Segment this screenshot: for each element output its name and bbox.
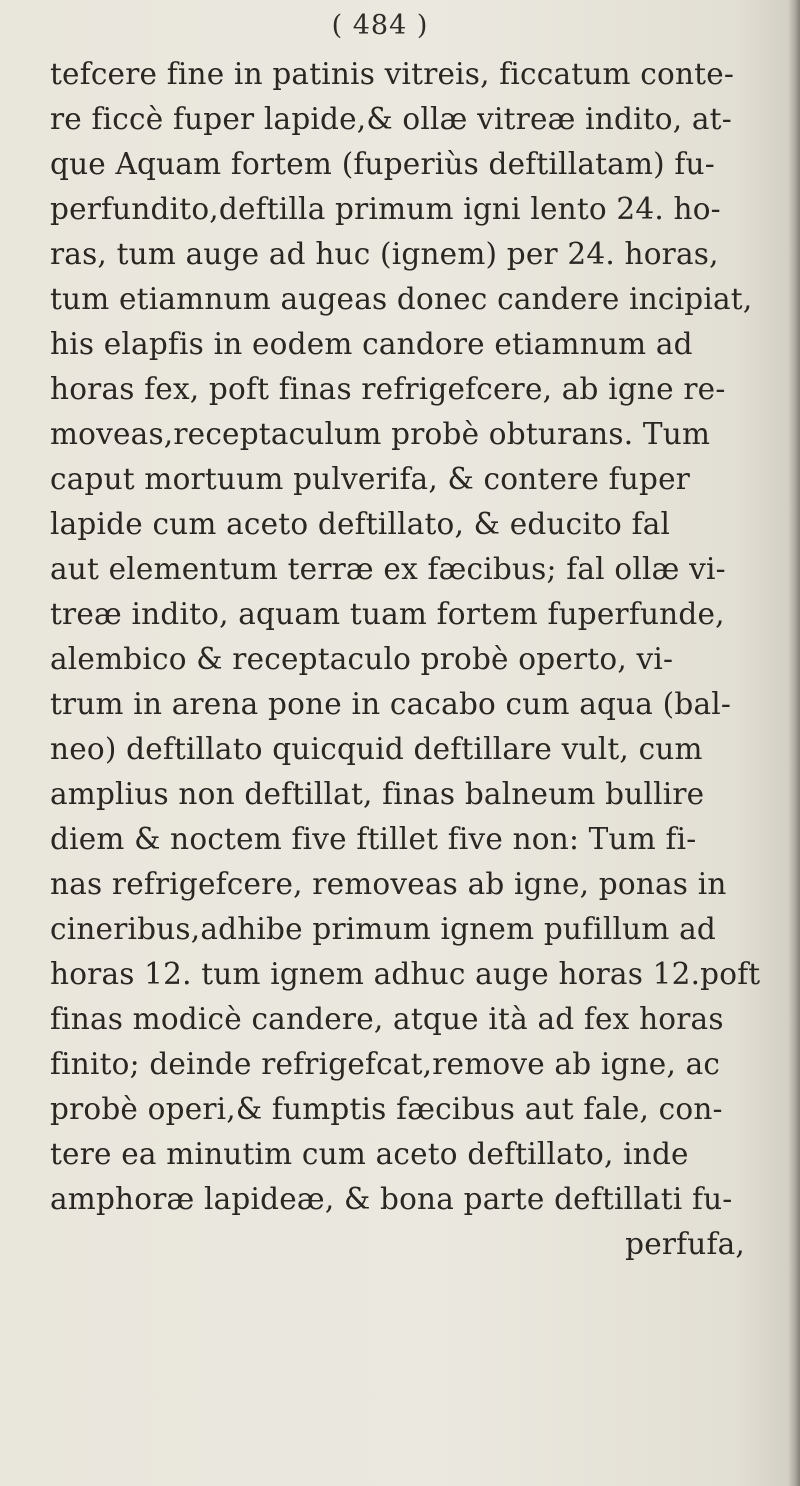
page-number: ( 484 )	[331, 10, 429, 41]
body-text	[50, 52, 790, 1267]
text-line: aut elementum terræ ex fæcibus; fal ollæ vi-	[50, 552, 726, 586]
text-line: horas 12. tum ignem adhuc auge horas 12.poft	[50, 957, 761, 991]
text-line: moveas,receptaculum probè obturans. Tum	[50, 417, 711, 451]
text-line: amplius non deftillat, finas balneum bullire	[50, 777, 705, 811]
text-line: finas modicè candere, atque ità ad fex horas	[50, 1002, 724, 1036]
text-line: amphoræ lapideæ, & bona parte deftillati fu-	[50, 1182, 733, 1216]
text-line: ras, tum auge ad huc (ignem) per 24. horas,	[50, 237, 719, 271]
text-line: nas refrigefcere, removeas ab igne, ponas in	[50, 867, 727, 901]
text-line: tere ea minutim cum aceto deftillato, inde	[50, 1137, 689, 1171]
text-line: tefcere fine in patinis vitreis, ficcatum conte-	[50, 57, 735, 91]
text-line: diem & noctem five ftillet five non: Tum fi-	[50, 822, 697, 856]
text-line: neo) deftillato quicquid deftillare vult, cum	[50, 732, 703, 766]
text-line: cineribus,adhibe primum ignem pufillum ad	[50, 912, 716, 946]
text-line: lapide cum aceto deftillato, & educito fal	[50, 507, 671, 541]
text-line: re ficcè fuper lapide,& ollæ vitreæ indito, at-	[50, 102, 732, 136]
text-line: perfundito,deftilla primum igni lento 24. ho-	[50, 192, 721, 226]
text-line: alembico & receptaculo probè operto, vi-	[50, 642, 674, 676]
text-line: trum in arena pone in cacabo cum aqua (bal-	[50, 687, 732, 721]
text-line: que Aquam fortem (fuperiùs deftillatam) fu-	[50, 147, 715, 181]
text-line: treæ indito, aquam tuam fortem fuperfunde,	[50, 597, 725, 631]
catchword-line: perfufa,	[625, 1227, 745, 1261]
text-line: probè operi,& fumptis fæcibus aut fale, con-	[50, 1092, 723, 1126]
text-line: horas fex, poft finas refrigefcere, ab igne re-	[50, 372, 726, 406]
text-line: his elapfis in eodem candore etiamnum ad	[50, 327, 693, 361]
text-line: finito; deinde refrigefcat,remove ab igne, ac	[50, 1047, 721, 1081]
text-line: tum etiamnum augeas donec candere incipiat,	[50, 282, 753, 316]
text-line: caput mortuum pulverifa, & contere fuper	[50, 462, 691, 496]
